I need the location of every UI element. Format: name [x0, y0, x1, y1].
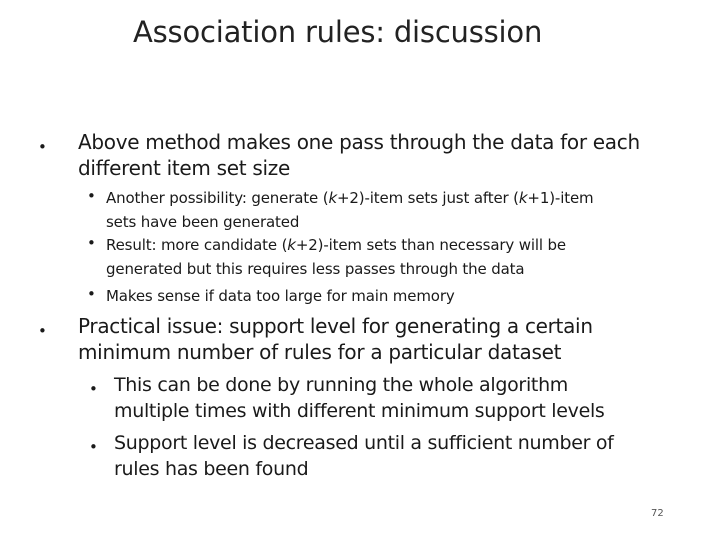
sub-bullet-point-text — [114, 372, 605, 424]
sub-bullet-marker: • — [89, 380, 98, 398]
sub-bullet-point-text — [106, 186, 594, 234]
text-line: This can be done by running the whole algorithm — [114, 374, 569, 396]
text-line: Practical issue: support level for generating a certain — [78, 314, 593, 338]
sub-bullet-marker: • — [87, 285, 96, 303]
bullet-point-text — [78, 129, 640, 181]
text-line: rules has been found — [114, 458, 309, 480]
bullet-marker: • — [38, 322, 47, 340]
sub-bullet-marker: • — [89, 438, 98, 456]
page-number: 72 — [651, 508, 664, 519]
sub-bullet-marker: • — [87, 234, 96, 252]
slide-title: Association rules: discussion — [133, 15, 543, 49]
text-line: Makes sense if data too large for main memory — [106, 287, 455, 305]
sub-bullet-point-text — [106, 233, 566, 281]
sub-bullet-point-text — [114, 430, 614, 482]
sub-bullet-point-text — [106, 284, 455, 308]
text-line: generated but this requires less passes through the data — [106, 260, 525, 278]
text-line: different item set size — [78, 156, 290, 180]
text-line: multiple times with different minimum support levels — [114, 400, 605, 422]
text-line: sets have been generated — [106, 213, 300, 231]
text-line: Above method makes one pass through the data for each — [78, 130, 640, 154]
sub-bullet-marker: • — [87, 187, 96, 205]
bullet-point-text — [78, 313, 593, 365]
bullet-marker: • — [38, 138, 47, 156]
text-line: Support level is decreased until a sufficient number of — [114, 432, 614, 454]
text-line: Another possibility: generate (k+2)-item sets just after (k+1)-item — [106, 189, 594, 207]
text-line: Result: more candidate (k+2)-item sets than necessary will be — [106, 236, 566, 254]
text-line: minimum number of rules for a particular dataset — [78, 340, 562, 364]
